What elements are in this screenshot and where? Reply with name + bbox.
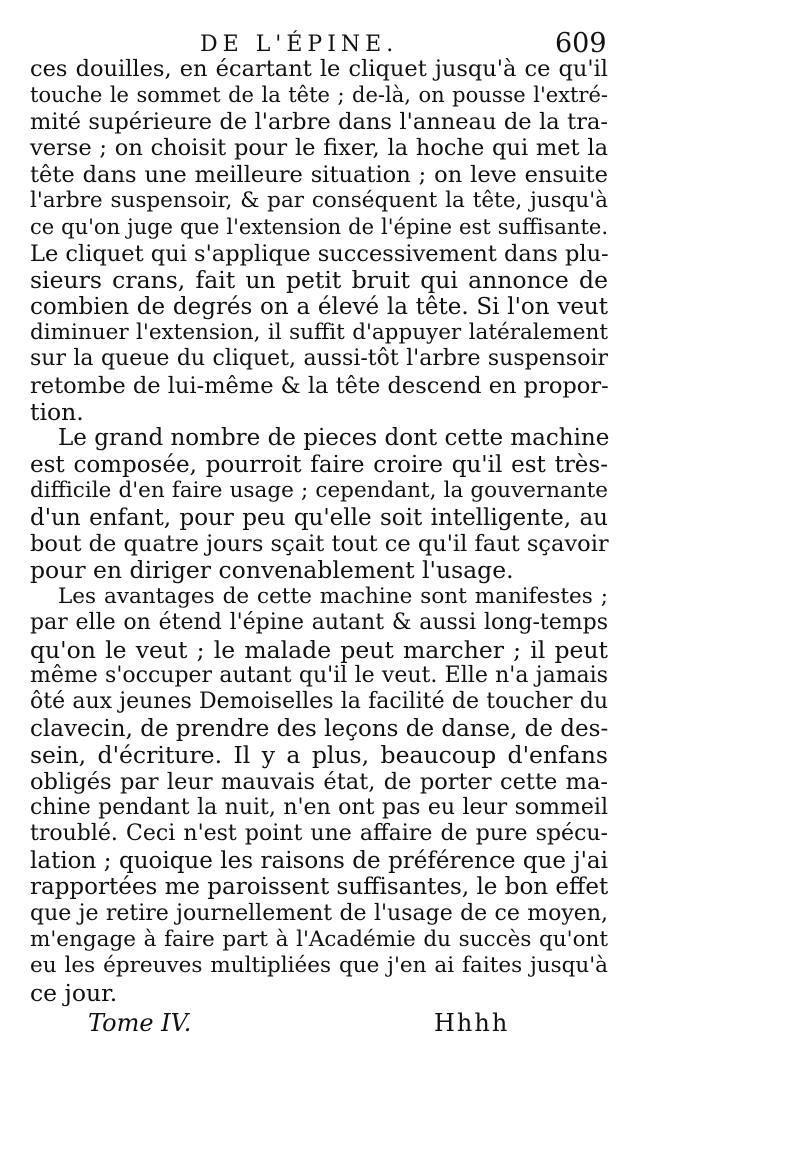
paragraph-end-line: ce jour.	[30, 978, 118, 1007]
text-line: troublé. Ceci n'est point une affaire de pure spécu-	[30, 821, 608, 847]
text-line: clavecin, de prendre des leçons de danse, de des-	[30, 715, 609, 742]
text-line: mité supérieure de l'arbre dans l'anneau de la tra-	[30, 108, 608, 135]
paragraph-start-line: Le grand nombre de pieces dont cette machine	[58, 425, 610, 452]
text-line: l'arbre suspensoir, & par conséquent la tête, jusqu'à	[30, 187, 608, 213]
paragraph-end-line: pour en diriger convenablement l'usage.	[30, 556, 514, 585]
text-line: par elle on étend l'épine autant & aussi long-temps	[30, 610, 608, 636]
text-line: verse ; on choisit pour le fixer, la hoche qui met la	[30, 135, 608, 162]
text-line: qu'on le veut ; le malade peut marcher ; il peut	[30, 635, 608, 664]
text-line: touche le sommet de la tête ; de-là, on pousse l'extré-	[30, 83, 608, 108]
text-line: bout de quatre jours sçait tout ce qu'il faut sçavoir	[30, 531, 609, 558]
text-line: m'engage à faire part à l'Académie du succès qu'ont	[30, 926, 608, 952]
text-line: retombe de lui-même & la tête descend en propor-	[30, 372, 609, 399]
signature-mark: Hhhh	[434, 1009, 510, 1037]
text-line: ce qu'on juge que l'extension de l'épine est suffisante.	[30, 215, 608, 240]
text-line: sein, d'écriture. Il y a plus, beaucoup d'enfans	[30, 741, 608, 770]
text-line: est composée, pourroit faire croire qu'il est très-	[30, 451, 608, 478]
text-line: diminuer l'extension, il suffit d'appuyer latéralement	[30, 319, 608, 345]
page-footer	[0, 1009, 800, 1043]
text-line: sieurs crans, fait un petit bruit qui annonce de	[30, 266, 608, 295]
text-line: d'un enfant, pour peu qu'elle soit intelligente, au	[30, 504, 608, 531]
text-line: ces douilles, en écartant le cliquet jusqu'à ce qu'il	[30, 56, 608, 82]
text-line: tête dans une meilleure situation ; on leve ensuite	[30, 161, 608, 188]
page-number: 609	[555, 28, 607, 59]
text-line: lation ; quoique les raisons de préférence que j'ai	[30, 847, 608, 874]
text-line: eu les épreuves multipliées que j'en ai faites jusqu'à	[30, 953, 608, 979]
text-line: Le cliquet qui s'applique successivement dans plu-	[30, 240, 609, 267]
text-line: sur la queue du cliquet, aussi-tôt l'arbre suspensoir	[30, 346, 608, 372]
body-text	[30, 56, 608, 1006]
text-line: chine pendant la nuit, n'en ont pas eu leur sommeil	[30, 794, 608, 820]
paragraph-end-line: tion.	[30, 398, 84, 427]
text-line: combien de degrés on a élevé la tête. Si l'on veut	[30, 293, 608, 320]
text-line: même s'occuper autant qu'il le veut. Elle n'a jamais	[30, 662, 608, 688]
running-title: DE L'ÉPINE.	[200, 32, 399, 57]
text-line: que je retire journellement de l'usage de ce moyen,	[30, 900, 608, 926]
volume-label: Tome IV.	[88, 1009, 192, 1037]
text-line: obligés par leur mauvais état, de porter cette ma-	[30, 768, 608, 795]
text-line: ôté aux jeunes Demoiselles la facilité de toucher du	[30, 689, 608, 715]
text-line: difficile d'en faire usage ; cependant, la gouvernante	[30, 478, 608, 504]
text-line: rapportées me paroissent suffisantes, le bon effet	[30, 874, 609, 901]
paragraph-start-line: Les avantages de cette machine sont manifestes ;	[58, 583, 608, 609]
